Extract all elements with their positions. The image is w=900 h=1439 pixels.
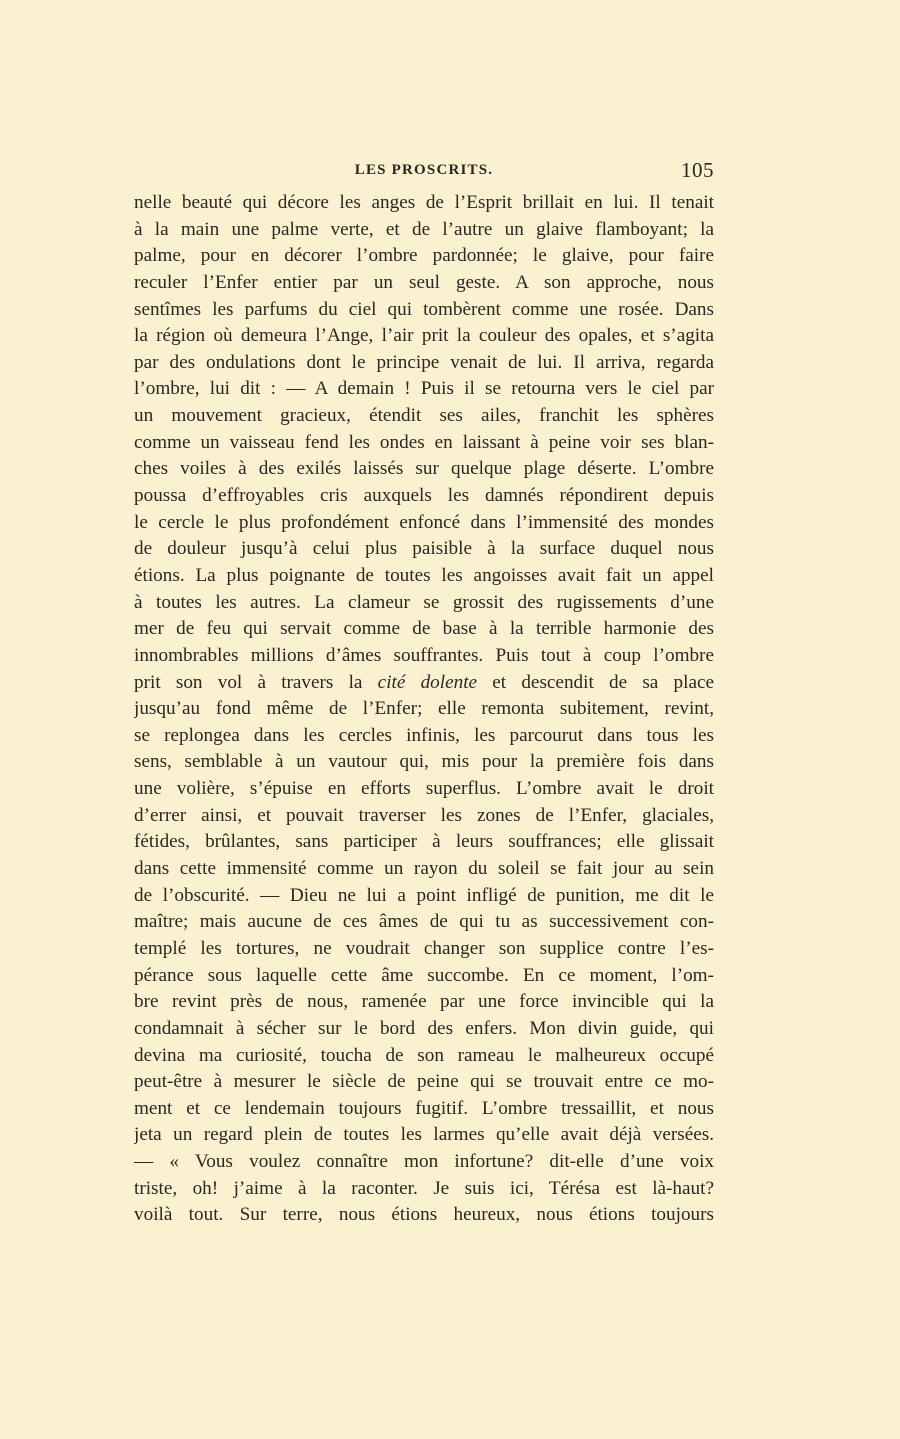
text-line: nelle beauté qui décore les anges de l’Esprit brillait en lui. Il tenait <box>134 192 714 213</box>
text-line: comme un vaisseau fend les ondes en laissant à peine voir ses blan- <box>134 431 714 453</box>
text-line: à la main une palme verte, et de l’autre un glaive flamboyant; la <box>134 218 714 240</box>
text-line: de douleur jusqu’à celui plus paisible à la surface duquel nous <box>134 538 714 560</box>
text-line: palme, pour en décorer l’ombre pardonnée; le glaive, pour faire <box>134 245 714 267</box>
text-line: fétides, brûlantes, sans participer à leurs souffrances; elle glissait <box>134 831 714 853</box>
running-head: LES PROSCRITS. <box>354 162 494 178</box>
text-line: le cercle le plus profondément enfoncé dans l’immensité des mondes <box>134 511 714 533</box>
text-line: l’ombre, lui dit : — A demain ! Puis il se retourna vers le ciel par <box>134 378 714 400</box>
text-line: sentîmes les parfums du ciel qui tombèrent comme une rosée. Dans <box>134 298 714 320</box>
text-line: templé les tortures, ne voudrait changer son supplice contre l’es- <box>134 937 714 959</box>
text-line: d’errer ainsi, et pouvait traverser les zones de l’Enfer, glaciales, <box>134 804 714 826</box>
page-number: 105 <box>681 158 714 182</box>
text-line: poussa d’effroyables cris auxquels les damnés répondirent depuis <box>134 485 714 507</box>
italic-phrase: cité dolente <box>377 671 478 693</box>
text-line: bre revint près de nous, ramenée par une force invincible qui la <box>134 991 714 1013</box>
text-line: ment et ce lendemain toujours fugitif. L’ombre tressaillit, et nous <box>134 1097 714 1119</box>
text-line: reculer l’Enfer entier par un seul geste. A son approche, nous <box>134 271 714 293</box>
text-line: un mouvement gracieux, étendit ses ailes, franchit les sphères <box>134 405 714 427</box>
text-line: la région où demeura l’Ange, l’air prit la couleur des opales, et s’agita <box>134 325 714 347</box>
text-line: une volière, s’épuise en efforts superflus. L’ombre avait le droit <box>134 778 714 800</box>
text-line: voilà tout. Sur terre, nous étions heureux, nous étions toujours <box>134 1204 714 1226</box>
text-line: triste, oh! j’aime à la raconter. Je suis ici, Térésa est là-haut? <box>134 1177 714 1199</box>
text-line: — « Vous voulez connaître mon infortune? dit-elle d’une voix <box>134 1151 714 1173</box>
text-line: de l’obscurité. — Dieu ne lui a point infligé de punition, me dit le <box>134 884 714 906</box>
text-line: pérance sous laquelle cette âme succombe. En ce moment, l’om- <box>134 964 714 986</box>
text-line: étions. La plus poignante de toutes les angoisses avait fait un appel <box>134 564 714 586</box>
text-line: à toutes les autres. La clameur se grossit des rugissements d’une <box>134 591 714 613</box>
text-line: par des ondulations dont le principe venait de lui. Il arriva, regarda <box>134 351 714 373</box>
text-line: ches voiles à des exilés laissés sur quelque plage déserte. L’ombre <box>134 458 714 480</box>
text-line: jusqu’au fond même de l’Enfer; elle remonta subitement, revint, <box>134 698 714 720</box>
text-line: dans cette immensité comme un rayon du soleil se fait jour au sein <box>134 858 714 880</box>
text-fragment: et descendit de sa place <box>492 671 714 693</box>
body-text <box>134 190 714 1229</box>
text-line: maître; mais aucune de ces âmes de qui tu as successivement con- <box>134 911 714 933</box>
text-line: se replongea dans les cercles infinis, les parcourut dans tous les <box>134 724 714 746</box>
text-line: mer de feu qui servait comme de base à la terrible harmonie des <box>134 618 714 640</box>
text-line-with-italic <box>134 670 714 697</box>
text-line: peut-être à mesurer le siècle de peine qui se trouvait entre ce mo- <box>134 1071 714 1093</box>
page-header <box>134 158 714 188</box>
text-fragment: prit son vol à travers la <box>134 671 363 693</box>
text-line: jeta un regard plein de toutes les larmes qu’elle avait déjà versées. <box>134 1124 714 1146</box>
text-line: condamnait à sécher sur le bord des enfers. Mon divin guide, qui <box>134 1017 714 1039</box>
text-line: sens, semblable à un vautour qui, mis pour la première fois dans <box>134 751 714 773</box>
text-line: innombrables millions d’âmes souffrantes. Puis tout à coup l’ombre <box>134 644 714 666</box>
text-line: devina ma curiosité, toucha de son rameau le malheureux occupé <box>134 1044 714 1066</box>
